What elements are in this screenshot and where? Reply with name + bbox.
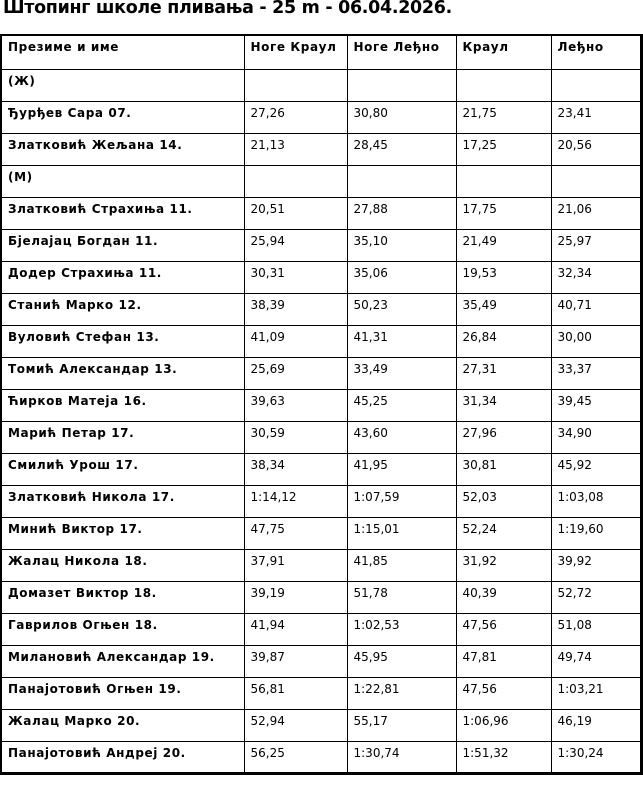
time-cell: 39,19 xyxy=(244,581,347,613)
time-cell: 26,84 xyxy=(456,325,551,357)
time-cell: 30,00 xyxy=(551,325,641,357)
swimmer-name-cell: Станић Марко 12. xyxy=(1,293,244,325)
time-cell: 17,25 xyxy=(456,133,551,165)
swimmer-name-cell: Жалац Никола 18. xyxy=(1,549,244,581)
time-cell: 20,56 xyxy=(551,133,641,165)
time-cell: 30,59 xyxy=(244,421,347,453)
swimmer-name-cell: Бјелајац Богдан 11. xyxy=(1,229,244,261)
table-row xyxy=(1,581,641,613)
time-cell: 52,24 xyxy=(456,517,551,549)
time-cell: 17,75 xyxy=(456,197,551,229)
time-cell: 41,09 xyxy=(244,325,347,357)
time-cell: 47,75 xyxy=(244,517,347,549)
swimmer-name-cell: (М) xyxy=(1,165,244,197)
swimmer-name-cell: Панајотовић Огњен 19. xyxy=(1,677,244,709)
time-cell: 25,69 xyxy=(244,357,347,389)
time-cell: 47,81 xyxy=(456,645,551,677)
table-row xyxy=(1,229,641,261)
swimmer-name-cell: Ћирков Матеја 16. xyxy=(1,389,244,421)
time-cell: 1:15,01 xyxy=(347,517,456,549)
column-header-freestyle: Краул xyxy=(456,35,551,69)
column-header-kick-backstroke: Ноге Леђно xyxy=(347,35,456,69)
time-cell: 52,03 xyxy=(456,485,551,517)
table-row xyxy=(1,645,641,677)
swimmer-name-cell: Златковић Никола 17. xyxy=(1,485,244,517)
time-cell: 41,95 xyxy=(347,453,456,485)
time-cell: 37,91 xyxy=(244,549,347,581)
time-cell: 50,23 xyxy=(347,293,456,325)
table-row xyxy=(1,549,641,581)
time-cell: 33,49 xyxy=(347,357,456,389)
time-cell: 27,88 xyxy=(347,197,456,229)
time-cell: 45,92 xyxy=(551,453,641,485)
table-row xyxy=(1,485,641,517)
time-cell: 30,80 xyxy=(347,101,456,133)
time-cell: 30,81 xyxy=(456,453,551,485)
time-cell: 46,19 xyxy=(551,709,641,741)
swimmer-name-cell: Златковић Жељана 14. xyxy=(1,133,244,165)
time-cell: 40,71 xyxy=(551,293,641,325)
swimmer-name-cell: Минић Виктор 17. xyxy=(1,517,244,549)
time-cell: 21,49 xyxy=(456,229,551,261)
time-cell xyxy=(244,69,347,101)
swimmer-name-cell: (Ж) xyxy=(1,69,244,101)
swimmer-name-cell: Ђурђев Сара 07. xyxy=(1,101,244,133)
time-cell: 27,26 xyxy=(244,101,347,133)
time-cell: 43,60 xyxy=(347,421,456,453)
time-cell: 1:19,60 xyxy=(551,517,641,549)
time-cell: 39,87 xyxy=(244,645,347,677)
time-cell: 51,08 xyxy=(551,613,641,645)
time-cell: 1:03,21 xyxy=(551,677,641,709)
table-row xyxy=(1,357,641,389)
table-row xyxy=(1,677,641,709)
time-cell: 1:07,59 xyxy=(347,485,456,517)
time-cell: 1:14,12 xyxy=(244,485,347,517)
time-cell: 39,45 xyxy=(551,389,641,421)
time-cell: 52,94 xyxy=(244,709,347,741)
time-cell: 1:22,81 xyxy=(347,677,456,709)
swimmer-name-cell: Смилић Урош 17. xyxy=(1,453,244,485)
table-row xyxy=(1,261,641,293)
table-row xyxy=(1,101,641,133)
time-cell: 55,17 xyxy=(347,709,456,741)
swimmer-name-cell: Домазет Виктор 18. xyxy=(1,581,244,613)
swimmer-name-cell: Марић Петар 17. xyxy=(1,421,244,453)
table-row xyxy=(1,133,641,165)
time-cell: 47,56 xyxy=(456,613,551,645)
table-row xyxy=(1,293,641,325)
time-cell: 45,95 xyxy=(347,645,456,677)
time-cell: 38,34 xyxy=(244,453,347,485)
swimmer-name-cell: Вуловић Стефан 13. xyxy=(1,325,244,357)
time-cell: 21,06 xyxy=(551,197,641,229)
time-cell: 45,25 xyxy=(347,389,456,421)
time-cell: 25,97 xyxy=(551,229,641,261)
table-row xyxy=(1,69,641,101)
time-cell: 38,39 xyxy=(244,293,347,325)
time-cell: 1:06,96 xyxy=(456,709,551,741)
time-cell: 1:02,53 xyxy=(347,613,456,645)
time-cell: 1:03,08 xyxy=(551,485,641,517)
time-cell: 40,39 xyxy=(456,581,551,613)
time-cell xyxy=(244,165,347,197)
time-cell: 35,10 xyxy=(347,229,456,261)
swimmer-name-cell: Гаврилов Огњен 18. xyxy=(1,613,244,645)
time-cell: 32,34 xyxy=(551,261,641,293)
time-cell: 41,31 xyxy=(347,325,456,357)
time-cell: 19,53 xyxy=(456,261,551,293)
swimmer-name-cell: Панајотовић Андреј 20. xyxy=(1,741,244,773)
time-cell: 56,25 xyxy=(244,741,347,773)
time-cell: 52,72 xyxy=(551,581,641,613)
time-cell: 39,92 xyxy=(551,549,641,581)
table-row xyxy=(1,741,641,773)
table-header-row xyxy=(1,35,641,69)
time-cell xyxy=(551,69,641,101)
time-cell: 27,31 xyxy=(456,357,551,389)
time-cell: 31,92 xyxy=(456,549,551,581)
time-cell xyxy=(456,69,551,101)
swimmer-name-cell: Додер Страхиња 11. xyxy=(1,261,244,293)
time-cell: 35,49 xyxy=(456,293,551,325)
time-cell xyxy=(551,165,641,197)
swimmer-name-cell: Томић Александар 13. xyxy=(1,357,244,389)
swimmer-name-cell: Жалац Марко 20. xyxy=(1,709,244,741)
table-row xyxy=(1,197,641,229)
time-cell: 34,90 xyxy=(551,421,641,453)
time-cell: 33,37 xyxy=(551,357,641,389)
document-title: Штопинг школе пливања - 25 m - 06.04.2026. xyxy=(3,0,452,18)
time-cell: 20,51 xyxy=(244,197,347,229)
time-cell: 27,96 xyxy=(456,421,551,453)
results-table xyxy=(0,34,643,775)
table-row xyxy=(1,709,641,741)
column-header-kick-freestyle: Ноге Краул xyxy=(244,35,347,69)
table-row xyxy=(1,165,641,197)
time-cell: 21,13 xyxy=(244,133,347,165)
time-cell xyxy=(347,165,456,197)
table-row xyxy=(1,517,641,549)
table-row xyxy=(1,325,641,357)
table-row xyxy=(1,421,641,453)
swimmer-name-cell: Златковић Страхиња 11. xyxy=(1,197,244,229)
column-header-name: Презиме и име xyxy=(1,35,244,69)
time-cell: 47,56 xyxy=(456,677,551,709)
table-row xyxy=(1,613,641,645)
time-cell: 56,81 xyxy=(244,677,347,709)
time-cell: 41,94 xyxy=(244,613,347,645)
time-cell: 30,31 xyxy=(244,261,347,293)
time-cell: 25,94 xyxy=(244,229,347,261)
time-cell: 28,45 xyxy=(347,133,456,165)
table-row xyxy=(1,453,641,485)
table-row xyxy=(1,389,641,421)
time-cell: 1:30,24 xyxy=(551,741,641,773)
time-cell: 1:30,74 xyxy=(347,741,456,773)
swimmer-name-cell: Милановић Александар 19. xyxy=(1,645,244,677)
column-header-backstroke: Леђно xyxy=(551,35,641,69)
time-cell: 23,41 xyxy=(551,101,641,133)
time-cell xyxy=(456,165,551,197)
time-cell: 35,06 xyxy=(347,261,456,293)
time-cell: 51,78 xyxy=(347,581,456,613)
time-cell: 49,74 xyxy=(551,645,641,677)
time-cell: 31,34 xyxy=(456,389,551,421)
time-cell: 1:51,32 xyxy=(456,741,551,773)
time-cell: 41,85 xyxy=(347,549,456,581)
time-cell: 39,63 xyxy=(244,389,347,421)
time-cell: 21,75 xyxy=(456,101,551,133)
time-cell xyxy=(347,69,456,101)
